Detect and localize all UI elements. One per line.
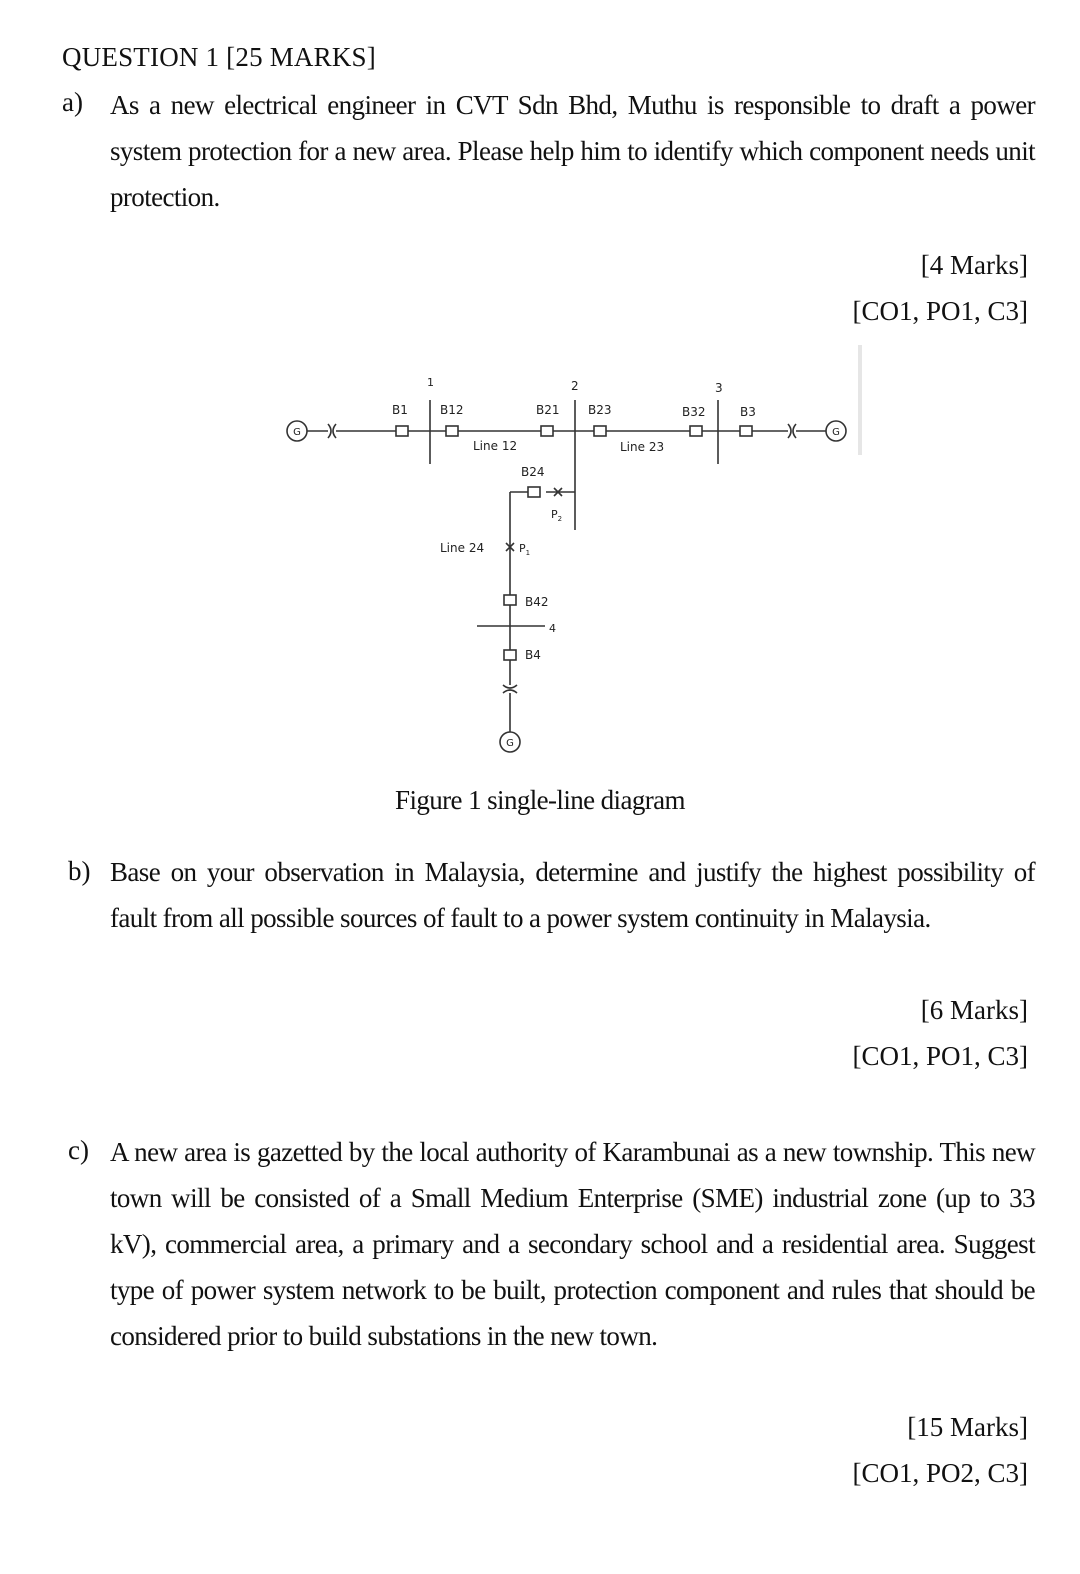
b4-label: B4	[525, 648, 541, 662]
figure-caption: Figure 1 single-line diagram	[395, 785, 685, 815]
b23-label: B23	[588, 403, 612, 417]
breaker-b24	[528, 487, 540, 497]
scan-edge	[858, 345, 862, 455]
part-b-text: Base on your observation in Malaysia, determine and justify the highest possibility of fault from all possible sources of fault to a power system continuity in Malaysia.	[110, 857, 1035, 933]
b42-label: B42	[525, 595, 549, 609]
part-c-co: [CO1, PO2, C3]	[852, 1458, 1028, 1488]
b32-label: B32	[682, 405, 706, 419]
bus-3-label: 3	[715, 381, 723, 395]
part-c-marks: [15 Marks]	[907, 1412, 1028, 1442]
bus-1-label: 1	[427, 376, 434, 389]
bus-2-label: 2	[571, 379, 579, 393]
single-line-diagram	[270, 340, 870, 770]
breaker-b21	[541, 426, 553, 436]
b12-label: B12	[440, 403, 464, 417]
part-c-label: c)	[68, 1135, 89, 1165]
part-b-marks: [6 Marks]	[920, 995, 1028, 1025]
gen-right-label: G	[832, 427, 840, 438]
bus-4-label: 4	[549, 622, 556, 635]
breaker-b4	[504, 650, 516, 660]
breaker-b1	[396, 426, 408, 436]
b21-label: B21	[536, 403, 560, 417]
gen-left-label: G	[293, 427, 301, 438]
b1-label: B1	[392, 403, 408, 417]
p2-label: $P_2$	[551, 508, 563, 523]
breaker-b42	[504, 595, 516, 605]
line-23-label: Line 23	[620, 440, 665, 454]
breaker-b23	[594, 426, 606, 436]
line-24-label: Line 24	[440, 541, 485, 555]
part-c-text: A new area is gazetted by the local authority of Karambunai as a new township. This new town will be consisted of a Small Medium Enterprise (SME) industrial zone (up to 33 kV), commercial area, a primary and a secondary school and a residential area. Suggest type of power system network to be built, protection component and rules that should be considered prior to build substations in the new town.	[110, 1137, 1035, 1351]
part-b-label: b)	[68, 856, 91, 886]
part-a-marks: [4 Marks]	[920, 250, 1028, 280]
b24-label: B24	[521, 465, 545, 479]
gen-bottom-label: G	[506, 738, 514, 749]
line-12-label: Line 12	[473, 439, 518, 453]
b3-label: B3	[740, 405, 756, 419]
breaker-b12	[446, 426, 458, 436]
breaker-b3	[740, 426, 752, 436]
question-heading: QUESTION 1 [25 MARKS]	[62, 42, 376, 72]
part-a-label: a)	[62, 87, 83, 117]
part-a-text: As a new electrical engineer in CVT Sdn Bhd, Muthu is responsible to draft a power system protection for a new area. Please help him to identify which component needs unit protection.	[110, 90, 1035, 212]
part-a-co: [CO1, PO1, C3]	[852, 296, 1028, 326]
part-b-co: [CO1, PO1, C3]	[852, 1041, 1028, 1071]
breaker-b32	[690, 426, 702, 436]
p1-label: $P_1$	[519, 542, 531, 557]
